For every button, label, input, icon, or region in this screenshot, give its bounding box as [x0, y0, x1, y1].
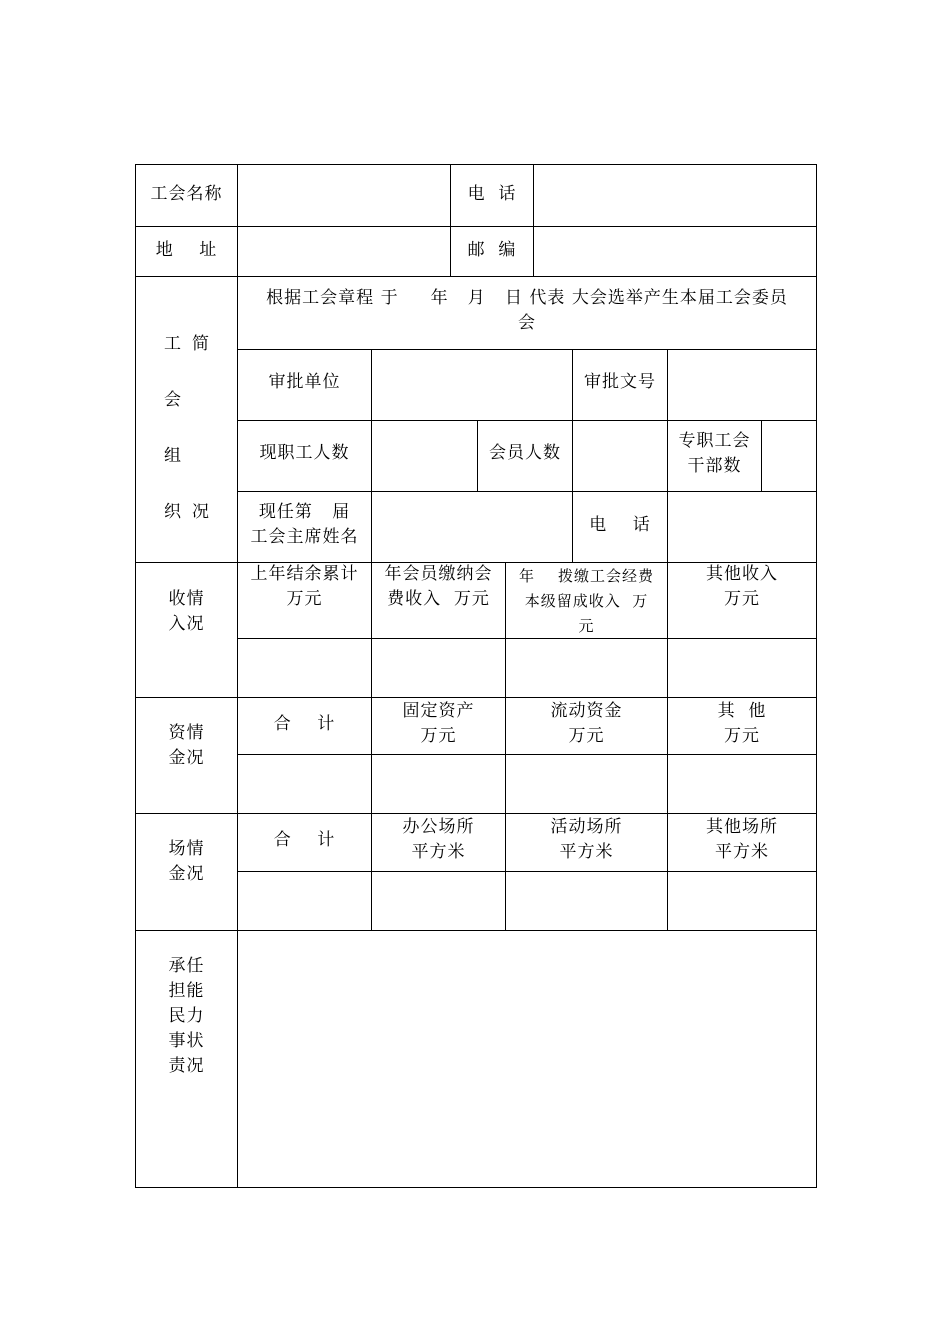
org-side-char: 织 [164, 502, 182, 522]
chair-name-field[interactable] [372, 492, 572, 562]
income-col-other: 其他收入 [706, 564, 778, 584]
funds-other-label: 其 他 [717, 701, 767, 721]
income-col-other-unit: 万元 [724, 589, 760, 609]
org-side-char: 组 [164, 446, 182, 466]
income-col-carryover-unit: 万元 [286, 589, 323, 609]
org-side-char: 简 [192, 334, 210, 354]
funds-fixed-unit: 万元 [420, 726, 457, 746]
income-col-carryover: 上年结余累计 [250, 564, 359, 584]
postcode-field[interactable] [534, 227, 816, 276]
funds-liquid-label: 流动资金 [550, 701, 623, 721]
funds-side-label: 资情 [168, 723, 205, 743]
income-other-field[interactable] [668, 639, 816, 697]
funds-total-field[interactable] [238, 755, 371, 813]
member-count-field[interactable] [573, 421, 667, 491]
income-col-allocation-unit: 元 [578, 617, 595, 635]
staff-count-field[interactable] [372, 421, 477, 491]
cadre-count-field[interactable] [762, 421, 816, 491]
venue-total-field[interactable] [238, 872, 371, 930]
chair-label: 现任第 届 [258, 502, 351, 522]
venue-office-unit: 平方米 [411, 842, 466, 862]
income-col-dues: 年会员缴纳会 [384, 564, 493, 584]
venue-activity-field[interactable] [506, 872, 667, 930]
funds-total-label: 合 计 [273, 714, 336, 734]
income-col-dues-unit: 费收入 万元 [387, 589, 490, 609]
divider [238, 420, 817, 421]
chair-label-cont: 工会主席姓名 [250, 527, 359, 547]
address-field[interactable] [238, 227, 450, 276]
venue-office-label: 办公场所 [402, 817, 475, 837]
duties-side-line: 承任 [168, 956, 205, 976]
election-text-cont: 会 [518, 313, 536, 333]
chair-phone-label: 电 话 [589, 515, 651, 535]
venue-activity-unit: 平方米 [559, 842, 614, 862]
duties-side-line: 民力 [168, 1006, 205, 1026]
approval-doc-label: 审批文号 [584, 372, 656, 392]
cadre-label-cont: 干部数 [687, 456, 742, 476]
duties-side-line: 担能 [168, 981, 205, 1001]
income-side-label-cont: 入况 [168, 614, 205, 634]
venue-other-field[interactable] [668, 872, 816, 930]
cadre-label: 专职工会 [678, 431, 751, 451]
funds-side-label-cont: 金况 [168, 748, 205, 768]
venue-other-label: 其他场所 [706, 817, 778, 837]
venue-activity-label: 活动场所 [550, 817, 623, 837]
venue-other-unit: 平方米 [715, 842, 769, 862]
org-side-char: 工 [164, 334, 182, 354]
phone-field[interactable] [534, 165, 816, 226]
union-name-field[interactable] [238, 165, 450, 226]
funds-fixed-label: 固定资产 [402, 701, 475, 721]
org-side-char: 会 [164, 390, 182, 410]
union-info-form [135, 164, 817, 1188]
approval-unit-label: 审批单位 [268, 372, 341, 392]
duties-side-line: 事状 [168, 1031, 205, 1051]
duties-field[interactable] [238, 931, 816, 1187]
income-col-allocation: 年 拨缴工会经费 [518, 567, 655, 585]
venue-office-field[interactable] [372, 872, 505, 930]
approval-doc-field[interactable] [668, 350, 816, 420]
chair-phone-field[interactable] [668, 492, 816, 562]
union-name-label: 工会名称 [150, 184, 223, 204]
funds-liquid-unit: 万元 [568, 726, 605, 746]
address-label: 地 址 [155, 240, 218, 260]
phone-label: 电 话 [467, 184, 517, 204]
funds-liquid-field[interactable] [506, 755, 667, 813]
income-col-allocation-cont: 本级留成收入 万 [524, 592, 649, 610]
income-carryover-field[interactable] [238, 639, 371, 697]
staff-count-label: 现职工人数 [259, 443, 350, 463]
election-text: 根据工会章程 于 年 月 日 代表 大会选举产生本届工会委员 [266, 288, 788, 308]
income-dues-field[interactable] [372, 639, 505, 697]
funds-fixed-field[interactable] [372, 755, 505, 813]
income-side-label: 收情 [168, 589, 205, 609]
member-count-label: 会员人数 [489, 443, 561, 463]
duties-side-line: 责况 [168, 1056, 205, 1076]
income-allocation-field[interactable] [506, 639, 667, 697]
venue-side-label: 场情 [168, 839, 205, 859]
funds-other-field[interactable] [668, 755, 816, 813]
border-right [816, 164, 817, 1188]
venue-side-label-cont: 金况 [168, 864, 205, 884]
postcode-label: 邮 编 [467, 240, 517, 260]
approval-unit-field[interactable] [372, 350, 572, 420]
funds-other-unit: 万元 [724, 726, 760, 746]
org-side-char: 况 [192, 502, 210, 522]
venue-total-label: 合 计 [273, 830, 336, 850]
